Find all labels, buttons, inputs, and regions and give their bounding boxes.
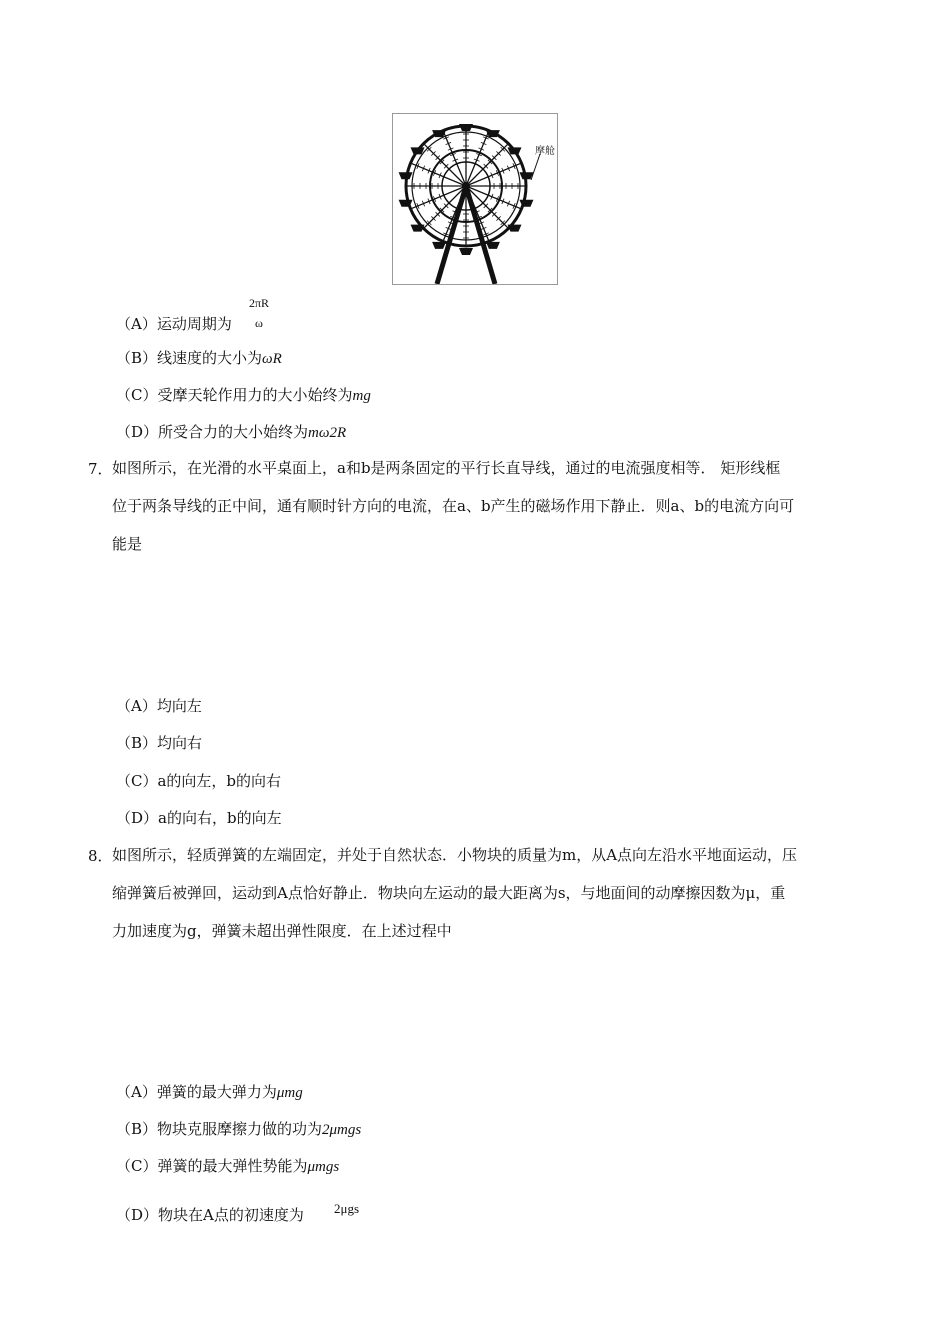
wheel-cabin [399, 172, 413, 179]
q8-option-c [116, 1156, 339, 1177]
question-7-number: 7． [88, 460, 113, 478]
ferris-wheel-figure [392, 113, 558, 285]
wheel-cabin [486, 242, 500, 249]
q6-option-a-formula-bottom: ω [255, 316, 263, 330]
q7-option-c: （C）a的向左，b的向右 [116, 772, 282, 790]
q6-option-b-label: （B）线速度的大小为 [116, 349, 263, 367]
q7-option-d: （D）a的向右，b的向左 [116, 809, 282, 827]
question-7-line-2: 位于两条导线的正中间，通有顺时针方向的电流，在a、b产生的磁场作用下静止．则a、b的电流方向可 [112, 497, 795, 515]
wheel-cabin [459, 248, 473, 255]
question-8-number: 8． [88, 847, 113, 865]
q8-option-d [116, 1205, 304, 1225]
wheel-cabin [459, 124, 473, 131]
q8-option-b [116, 1119, 361, 1140]
q8-option-a [116, 1082, 303, 1103]
wheel-cabin [432, 242, 446, 249]
q7-option-b: （B）均向右 [116, 734, 203, 752]
q6-option-a-label: （A）运动周期为 [116, 315, 232, 333]
wheel-hub [462, 182, 470, 190]
q6-option-c-label: （C）受摩天轮作用力的大小始终为 [116, 386, 353, 404]
question-7-line-1: 如图所示，在光滑的水平桌面上，a和b是两条固定的平行长直导线，通过的电流强度相等． 矩形线框 [112, 459, 781, 477]
q8-option-b-label: （B）物块克服摩擦力做的功为 [116, 1120, 323, 1138]
cabin-label: 摩舱 [535, 146, 555, 157]
q6-option-c [116, 385, 371, 406]
q8-option-d-label: （D）物块在A点的初速度为 [116, 1206, 304, 1224]
q6-option-d-label: （D）所受合力的大小始终为 [116, 423, 309, 441]
q8-option-a-label: （A）弹簧的最大弹力为 [116, 1083, 277, 1101]
wheel-cabin [411, 225, 425, 232]
question-8-line-3: 力加速度为g，弹簧未超出弹性限度．在上述过程中 [112, 922, 452, 940]
q6-option-a [116, 314, 232, 334]
q8-option-b-math: 2μmgs [322, 1122, 362, 1138]
question-7-line-3: 能是 [112, 535, 143, 553]
q8-option-a-math: μmg [276, 1085, 303, 1101]
question-8-line-2: 缩弹簧后被弹回，运动到A点恰好静止．物块向左运动的最大距离为s，与地面间的动摩擦因数为μ，重 [112, 884, 786, 902]
q6-option-c-math: mg [352, 388, 371, 404]
cabin-label-pointer [531, 154, 540, 180]
q6-option-d-math: mω2R [308, 425, 347, 441]
ferris-wheel-drawing [393, 114, 557, 284]
q6-option-a-formula-top: 2πR [249, 296, 270, 310]
q8-option-d-formula: 2μgs [334, 1201, 360, 1216]
q8-option-c-math: μmgs [307, 1159, 340, 1175]
q7-option-a: （A）均向左 [116, 697, 202, 715]
q6-option-b [116, 348, 282, 369]
question-8-line-1: 如图所示，轻质弹簧的左端固定，并处于自然状态．小物块的质量为m，从A点向左沿水平地面运动，压 [112, 846, 798, 864]
q6-option-d [116, 422, 346, 443]
q8-option-c-label: （C）弹簧的最大弹性势能为 [116, 1157, 308, 1175]
q6-option-b-math: ωR [262, 351, 282, 367]
wheel-cabin [507, 225, 521, 232]
